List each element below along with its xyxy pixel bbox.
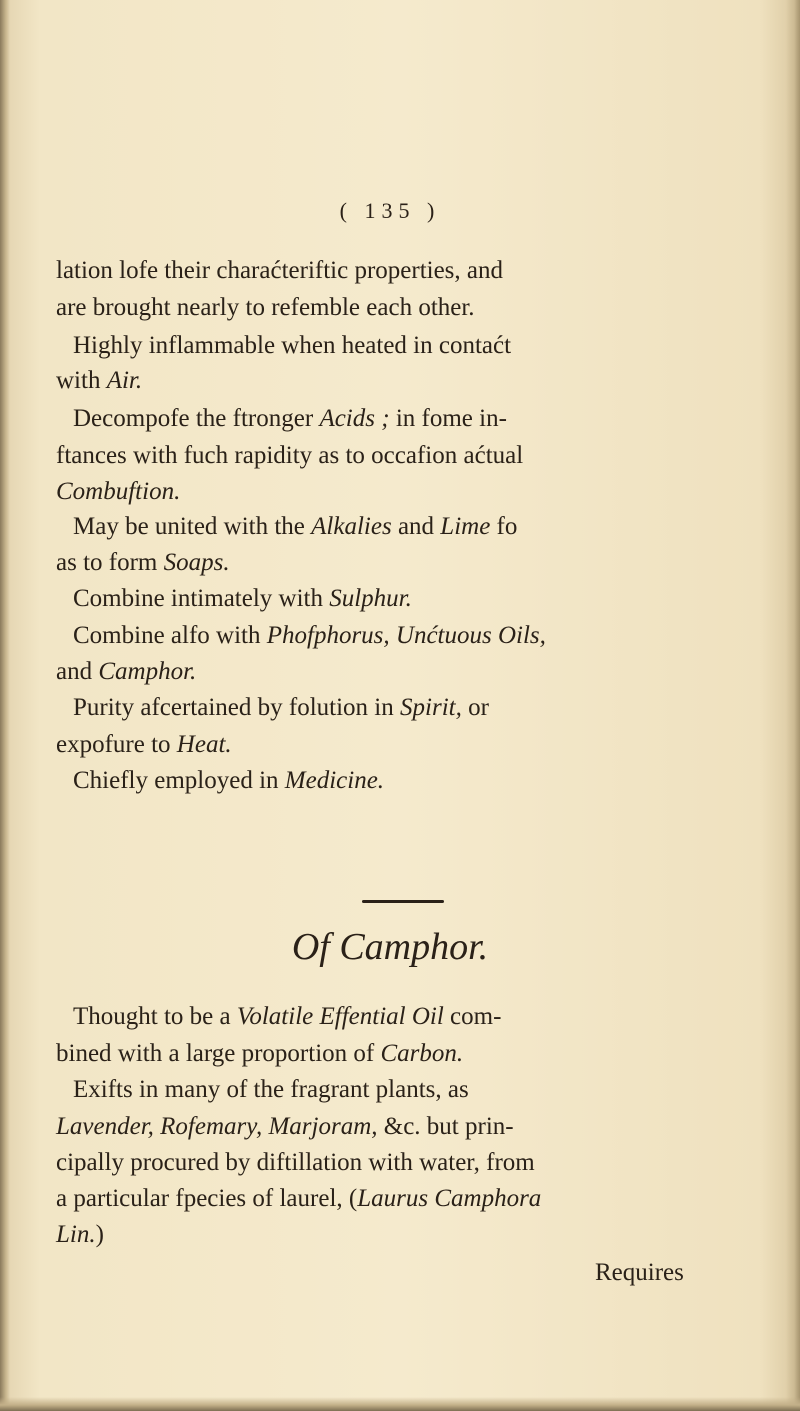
body-text-line (56, 1112, 514, 1142)
section-heading: Of Camphor. (291, 926, 489, 968)
text-run: with (56, 367, 107, 394)
body-text-line (56, 293, 475, 323)
text-run: Thought to be a (73, 1003, 237, 1030)
italic-term: Lavender, Rofemary, Marjoram, (56, 1113, 378, 1140)
italic-term: Camphor. (98, 658, 197, 685)
body-text-line (56, 730, 232, 760)
text-run: and (56, 658, 99, 685)
text-run: a particular fpecies of laurel, ( (56, 1185, 358, 1212)
body-text-line (73, 1075, 469, 1105)
text-run: bined with a large proportion of (56, 1040, 381, 1067)
body-text-line (73, 404, 507, 434)
italic-term: Alkalies (311, 513, 392, 540)
body-text-line (73, 584, 412, 614)
body-text-line (56, 548, 230, 578)
italic-term: Sulphur. (329, 585, 412, 612)
body-text-line (56, 1148, 535, 1178)
text-run: &c. but prin- (377, 1113, 514, 1140)
body-text-line (56, 657, 196, 687)
italic-term: Spirit, (400, 694, 462, 721)
text-run: lation lofe their charaćteriftic properties, and (56, 257, 504, 284)
text-run: Chiefly employed in (73, 767, 285, 794)
text-run: com- (443, 1003, 502, 1030)
text-run: May be united with the (73, 513, 312, 540)
text-run: ftances with fuch rapidity as to occafion aćtual (56, 442, 524, 469)
body-text-line (56, 441, 523, 471)
body-text-line (73, 512, 517, 542)
italic-term: Phofphorus, Unćtuous Oils, (266, 622, 546, 649)
text-run: Highly inflammable when heated in contaćt (73, 332, 512, 359)
text-run: Exifts in many of the fragrant plants, as (73, 1076, 469, 1103)
italic-term: Medicine. (284, 767, 385, 794)
body-text-line (73, 766, 384, 796)
text-run: ) (95, 1221, 104, 1248)
text-run: or (461, 694, 489, 721)
text-run: as to form (56, 549, 164, 576)
text-run: and (391, 513, 441, 540)
italic-term: Volatile Effential Oil (236, 1003, 444, 1030)
italic-term: Heat. (176, 731, 232, 758)
body-text-line (56, 477, 180, 507)
italic-term: Soaps. (163, 549, 230, 576)
text-run: cipally procured by diftillation with water, from (56, 1149, 535, 1176)
body-text-line (73, 1002, 501, 1032)
body-text-line (56, 1039, 463, 1069)
italic-term: Lime (440, 513, 491, 540)
body-text-line (56, 1220, 104, 1250)
text-run: fo (490, 513, 518, 540)
body-text-line (56, 1184, 541, 1214)
body-text-line (73, 331, 511, 361)
page-number: ( 135 ) (339, 198, 441, 223)
italic-term: Combuftion. (56, 478, 181, 505)
page-bottom-edge (0, 1397, 800, 1411)
italic-term: Laurus Camphora (357, 1185, 542, 1212)
italic-term: Lin. (56, 1221, 96, 1248)
body-text-line (73, 693, 489, 723)
italic-term: Acids ; (319, 405, 390, 432)
italic-term: Air. (106, 367, 143, 394)
body-text-line (56, 256, 503, 286)
body-text-line (73, 621, 546, 651)
body-text-line (56, 366, 142, 396)
section-divider (362, 900, 444, 903)
text-run: Combine alfo with (73, 622, 267, 649)
italic-term: Carbon. (380, 1040, 464, 1067)
text-run: Purity afcertained by folution in (73, 694, 401, 721)
text-run: Combine intimately with (73, 585, 330, 612)
catchword: Requires (595, 1259, 684, 1286)
text-run: Decompofe the ftronger (73, 405, 320, 432)
text-run: are brought nearly to refemble each other. (56, 294, 475, 321)
text-run: expofure to (56, 731, 177, 758)
text-run: in fome in- (389, 405, 507, 432)
